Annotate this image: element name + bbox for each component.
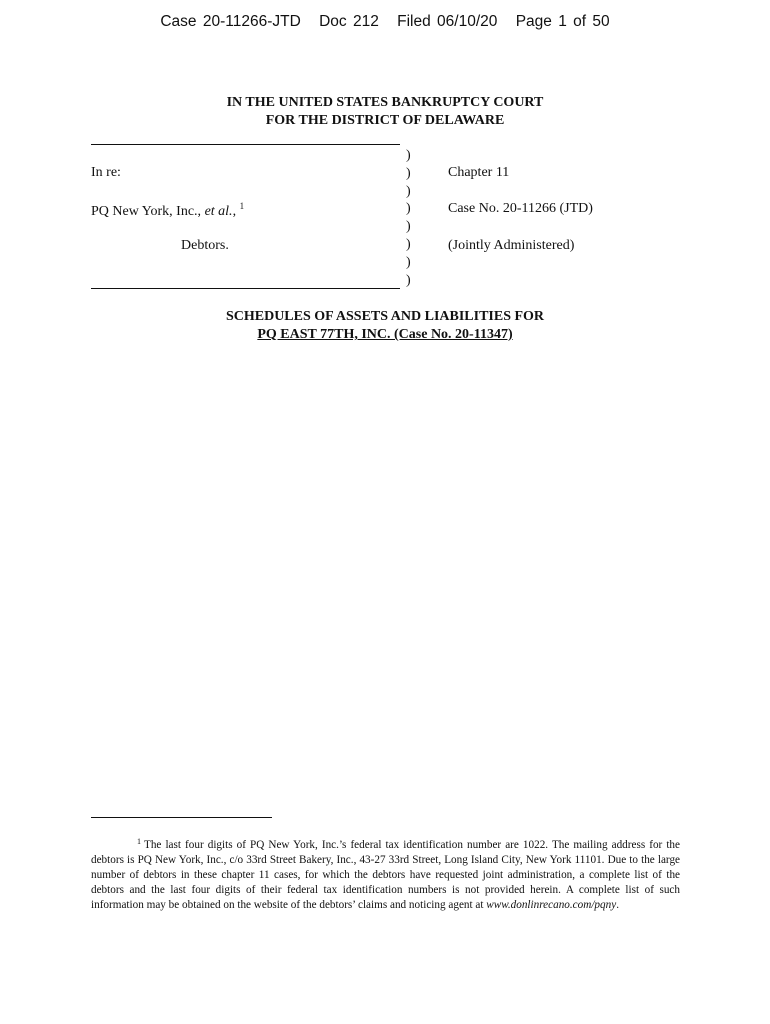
paren: )	[406, 165, 411, 181]
court-heading	[0, 94, 770, 130]
footnote-website-link[interactable]: www.donlinrecano.com/pqny	[486, 899, 617, 911]
jointly-administered-label: (Jointly Administered)	[448, 238, 575, 253]
footnote-end: .	[616, 899, 619, 911]
footnote-separator	[91, 817, 272, 818]
document-title-line-2: PQ EAST 77TH, INC. (Case No. 20-11347)	[257, 327, 513, 342]
caption-bottom-rule	[91, 288, 400, 289]
footnote	[91, 834, 680, 913]
caption-paren-column	[406, 147, 411, 289]
document-title	[0, 308, 770, 344]
debtor-name-comma: ,	[232, 204, 237, 219]
document-title-line-1: SCHEDULES OF ASSETS AND LIABILITIES FOR	[225, 309, 545, 324]
debtor-name	[91, 201, 244, 220]
filed-date-stamp: Filed 06/10/20	[397, 13, 498, 30]
filing-header	[0, 13, 770, 31]
paren: )	[406, 148, 411, 163]
debtor-name-text: PQ New York, Inc.,	[91, 204, 205, 219]
paren: )	[406, 254, 411, 270]
paren: )	[406, 272, 411, 288]
debtors-label: Debtors.	[181, 238, 229, 253]
case-number-stamp: Case 20-11266-JTD	[160, 13, 301, 30]
footnote-text: The last four digits of PQ New York, Inc.’s federal tax identification number are 1022. The mailing address for the debtors is PQ New York, Inc., c/o 33rd Street Bakery, Inc., 43-27 33rd Street, Long Island City, New York 11101. Due to the large number of debtors in these chapter 11 cases, for which the debtors have requested joint administration, a complete list of the debtors and the last four digits of their federal tax identification numbers is not provided herein. A complete list of such information may be obtained on the website of the debtors’ claims and noticing agent at	[91, 839, 680, 911]
et-al-text: et al.	[204, 204, 233, 219]
doc-number-stamp: Doc 212	[319, 13, 379, 30]
footnote-reference: 1	[239, 201, 245, 211]
paren: )	[406, 183, 411, 199]
caption-top-rule	[91, 144, 400, 145]
paren: )	[406, 236, 411, 252]
page-number-stamp: Page 1 of 50	[515, 13, 610, 30]
case-number-label: Case No. 20-11266 (JTD)	[448, 201, 593, 216]
in-re-label: In re:	[91, 165, 121, 180]
court-heading-line-1: IN THE UNITED STATES BANKRUPTCY COURT	[226, 95, 544, 110]
paren: )	[406, 219, 411, 235]
court-heading-line-2: FOR THE DISTRICT OF DELAWARE	[265, 113, 505, 128]
chapter-label: Chapter 11	[448, 165, 510, 180]
footnote-mark: 1	[137, 837, 141, 846]
paren: )	[406, 201, 411, 217]
